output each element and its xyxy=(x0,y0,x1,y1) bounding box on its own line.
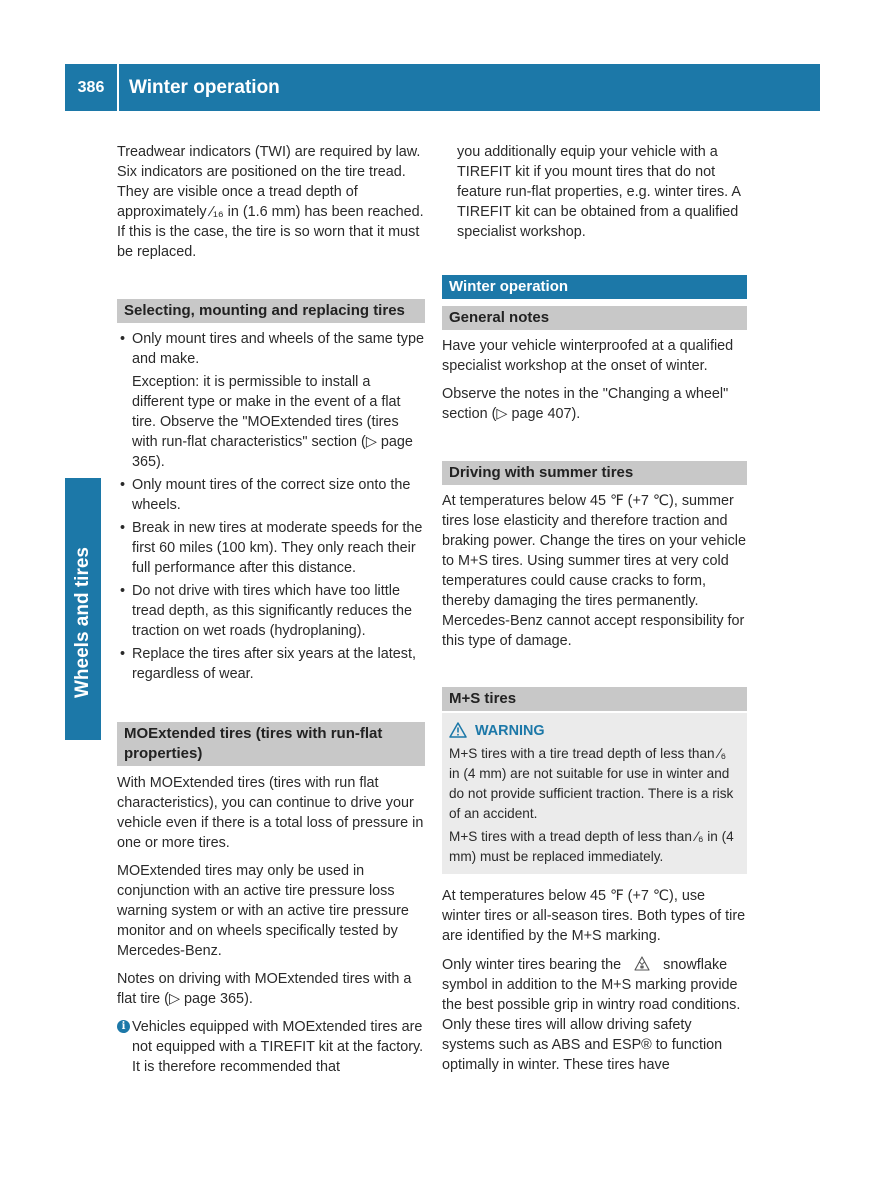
chapter-side-tab xyxy=(65,478,101,740)
moextended-paragraph-2: MOExtended tires may only be used in conjunction with an active tire pressure loss warning system or with an active tire pressure monitor and on wheels specifically tested by Mercedes-Benz. xyxy=(117,863,409,959)
chapter-label: Wheels and tires xyxy=(72,547,93,698)
ms-tires-paragraph-1: At temperatures below 45 ℉ (+7 ℃), use winter tires or all-season tires. Both types of tire are identified by the M+S marking. xyxy=(442,888,746,944)
tire-guidelines-list xyxy=(117,329,425,684)
warning-paragraph-1: M+S tires with a tire tread depth of less than ⁄₆ in (4 mm) are not suitable for use in winter and do not provide sufficient traction. There is a risk of an accident. xyxy=(449,746,734,821)
continuation-paragraph: you additionally equip your vehicle with a TIREFIT kit if you mount tires that do not feature run-flat properties, e.g. winter tires. A TIREFIT kit can be obtained from a qualified specialist workshop. xyxy=(457,144,741,240)
section-heading-winter-operation: Winter operation xyxy=(442,275,747,299)
general-notes-paragraph-1: Have your vehicle winterproofed at a qualified specialist workshop at the onset of winter. xyxy=(442,338,734,374)
info-text: Vehicles equipped with MOExtended tires are not equipped with a TIREFIT kit at the factory. It is therefore recommended that xyxy=(132,1019,424,1075)
warning-paragraph-2: M+S tires with a tread depth of less than ⁄₆ in (4 mm) must be replaced immediately. xyxy=(449,829,734,864)
exception-note: Exception: it is permissible to install a different type or make in the event of a flat tire. Observe the "MOExtended tires (tires with run-flat characteristics" section (▷ page 365). xyxy=(132,374,413,470)
warning-header xyxy=(449,721,739,741)
snowflake-mountain-icon xyxy=(625,954,659,972)
page-number: 386 xyxy=(77,79,105,96)
warning-triangle-icon xyxy=(449,722,467,738)
header-divider xyxy=(117,64,119,111)
moextended-paragraph-1: With MOExtended tires (tires with run flat characteristics), you can continue to drive your vehicle even if there is a total loss of pressure in one or more tires. xyxy=(117,775,424,851)
ms-tires-paragraph-2: Only winter tires bearing the snowflake symbol in addition to the M+S marking provide the best possible grip in wintry road conditions. Only these tires will allow driving safety systems such as ABS and ESP® to function optimally in winter. These tires have xyxy=(442,954,747,1075)
page-title: Winter operation xyxy=(129,77,280,98)
summer-tires-paragraph: At temperatures below 45 ℉ (+7 ℃), summer tires lose elasticity and therefore traction and braking power. Change the tires on your vehicle to M+S tires. Using summer tires at very cold temperatures could cause cracks to form, thereby damaging the tires permanently. Mercedes-Benz cannot accept responsibility for this type of damage. xyxy=(442,493,746,649)
page-header xyxy=(65,64,820,111)
right-column xyxy=(442,142,747,1083)
section-heading-selecting-tires: Selecting, mounting and replacing tires xyxy=(117,299,425,323)
section-heading-general-notes: General notes xyxy=(442,306,747,330)
list-item: • Only mount tires of the correct size onto the wheels. xyxy=(117,475,425,515)
intro-paragraph: Treadwear indicators (TWI) are required by law. Six indicators are positioned on the tire tread. They are visible once a tread depth of approximately ⁄₁₆ in (1.6 mm) has been reached. If this is the case, the tire is so worn that it must be replaced. xyxy=(117,144,424,260)
warning-box xyxy=(442,713,747,874)
info-icon: i xyxy=(117,1020,130,1033)
section-heading-moextended: MOExtended tires (tires with run-flat properties) xyxy=(117,722,425,766)
moextended-paragraph-3: Notes on driving with MOExtended tires with a flat tire (▷ page 365). xyxy=(117,971,412,1007)
left-column xyxy=(117,142,425,1077)
list-item: • Only mount tires and wheels of the same type and make. Exception: it is permissible to install a different type or make in the event of a flat tire. Observe the "MOExtended tires (tires with run-flat characteristics" section (▷ page 365). xyxy=(117,329,425,472)
general-notes-paragraph-2: Observe the notes in the "Changing a wheel" section (▷ page 407). xyxy=(442,386,729,422)
section-heading-summer-tires: Driving with summer tires xyxy=(442,461,747,485)
list-item: • Break in new tires at moderate speeds for the first 60 miles (100 km). They only reach their full performance after this distance. xyxy=(117,518,425,578)
list-item: • Do not drive with tires which have too little tread depth, as this significantly reduces the traction on wet roads (hydroplaning). xyxy=(117,581,425,641)
warning-title: WARNING xyxy=(475,723,545,739)
info-note xyxy=(117,1017,425,1077)
list-item: • Replace the tires after six years at the latest, regardless of wear. xyxy=(117,644,425,684)
section-heading-ms-tires: M+S tires xyxy=(442,687,747,711)
